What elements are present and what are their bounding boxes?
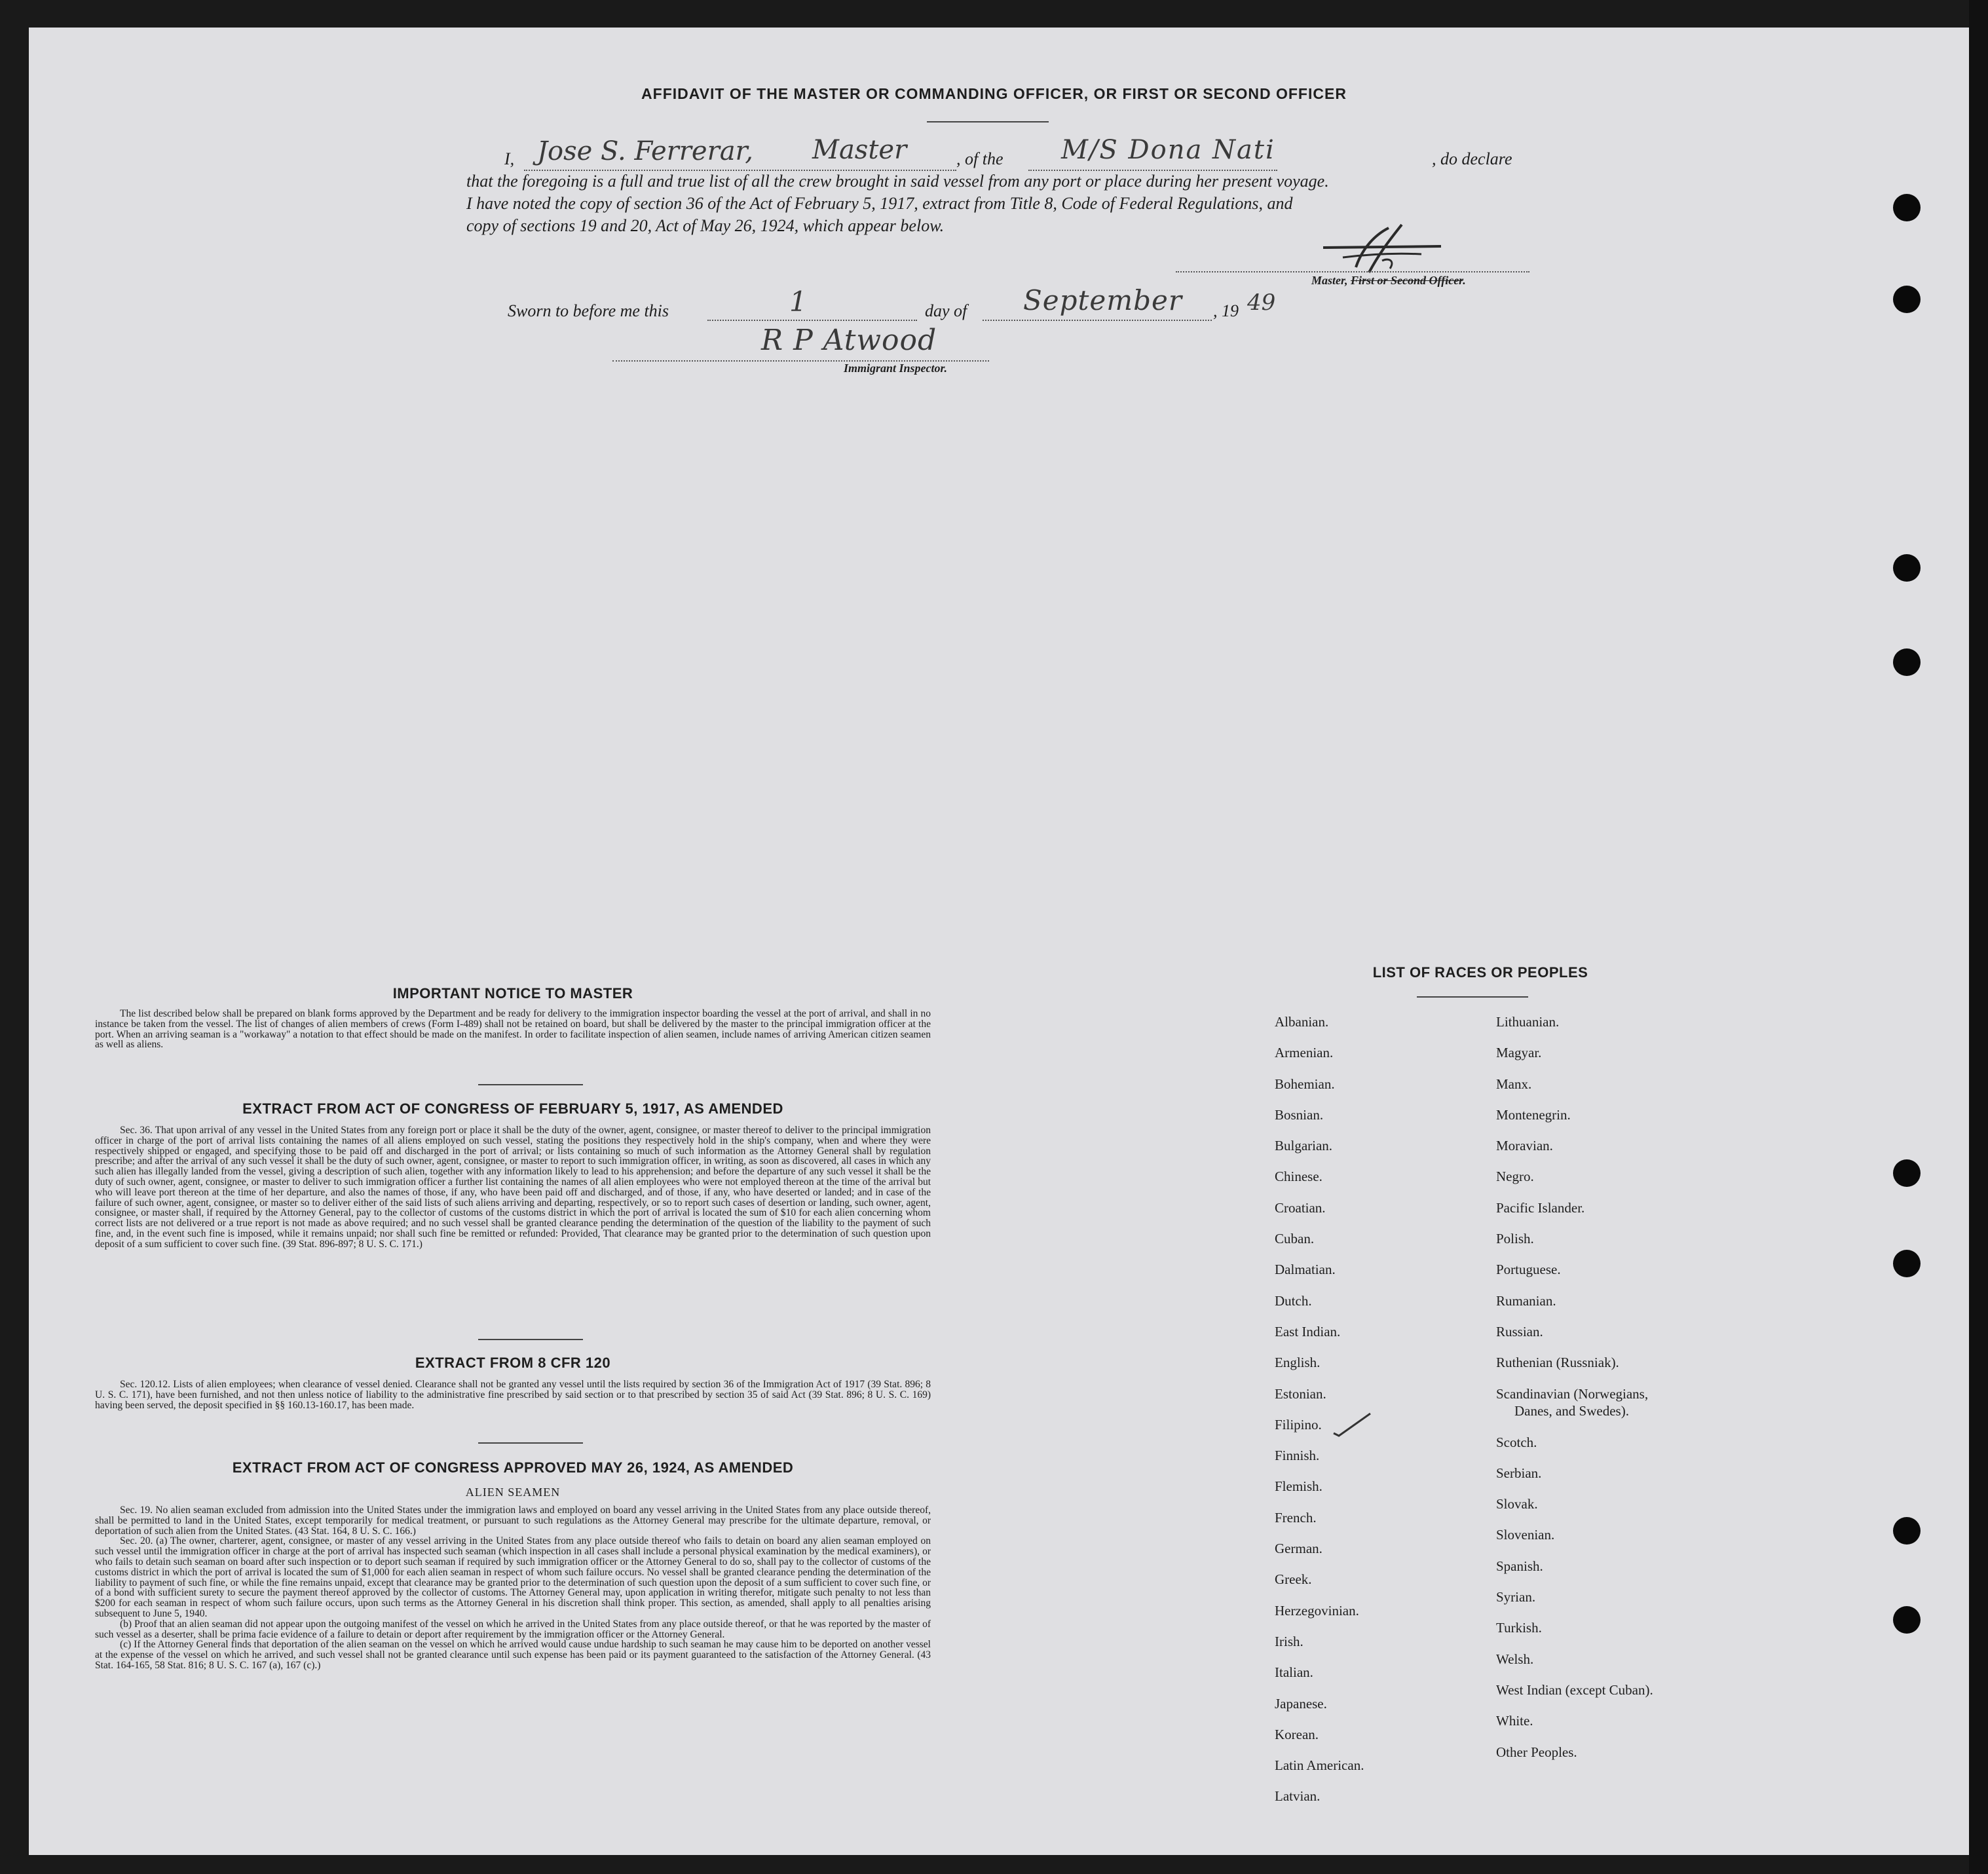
race-item: Rumanian.	[1496, 1292, 1556, 1309]
races-title: LIST OF RACES OR PEOPLES	[1372, 964, 1588, 981]
punch-hole	[1893, 1250, 1921, 1277]
race-item: German.	[1275, 1541, 1322, 1557]
day-of-label: day of	[925, 301, 967, 320]
race-item: Dutch.	[1275, 1292, 1312, 1309]
race-item: Bosnian.	[1275, 1106, 1324, 1123]
sec-20c-text: (c) If the Attorney General finds that deportation of the alien seaman on the vessel on which he arrived would cause undue hardship to such seaman he may cause him to be deported on another vessel at the expense of the vessel on which he arrived, and such vessel shall not be granted clearance until such expense has been paid or its payment guaranteed to the satisfaction of the Attorney General. (43 Stat. 164-165, 58 Stat. 816; 8 U. S. C. 167 (a), 167 (c).)	[95, 1639, 931, 1671]
notice-title: IMPORTANT NOTICE TO MASTER	[392, 985, 633, 1002]
race-item-multiline	[1496, 1379, 1653, 1427]
punch-hole	[1893, 648, 1921, 676]
sec-36-text: Sec. 36. That upon arrival of any vessel in the United States from any foreign port or place it shall be the duty of the owner, agent, consignee, or master thereof to deliver to the principal immigration officer in charge of the port of arrival lists containing the names of all aliens employed on such vessel, stating the positions they respectively hold in the ship's company, when and where they were respectively shipped or engaged, and specifying those to be paid off and discharged in the port of arrival; or lists containing so much of such information as the Attorney General shall by regulation prescribe; and after the arrival of any such vessel it shall be the duty of such owner, agent, consignee, or master to report to such immigration officer, in writing, as soon as discovered, all cases in which any such alien has illegally landed from the vessel, giving a description of such alien, together with any information likely to lead to his apprehension; and before the departure of any such vessel it shall be the duty of such owner, agent, consignee, or master to deliver to such immigration officer a further list containing the names of all alien employees who were not employed thereon at the time of the arrival but who will leave port thereon at the time of her departure, and also the names of those, if any, who have been paid off and discharged, and of those, if any, who have deserted or landed; and in case of the failure of such owner, agent, consignee, or master so to deliver either of the said lists of such aliens arriving and departing, respectively, or so to report such cases of desertion or landing, such owner, agent, consignee, or master shall, if required by the Attorney General, pay to the collector of customs of the customs district in which the port of arrival is located the sum of $10 for each alien concerning whom correct lists are not delivered or a true report is not made as above required; and no such vessel shall be granted clearance pending the determination of the question of the liability to the payment of such fine, and, in the event such fine is imposed, while it remains unpaid; nor shall such fine be remitted or refunded: Provided, That clearance may be granted prior to the determination of such question upon deposit of a sum sufficient to cover such fine. (39 Stat. 896-897; 8 U. S. C. 171.)	[95, 1125, 931, 1250]
extract-1924-subtitle: ALIEN SEAMEN	[465, 1486, 561, 1499]
race-item: Moravian.	[1496, 1138, 1553, 1154]
punch-hole	[1893, 1159, 1921, 1187]
sec-120-12-text: Sec. 120.12. Lists of alien employees; when clearance of vessel denied. Clearance shall not be granted any vessel until the lists required by section 36 of the Immigration Act of 1917 (39 Stat. 896; 8 U. S. C. 171), have been furnished, and not then unless notice of liability to the administrative fine prescribed by said section or to that prescribed by section 35 of said Act (39 Stat. 896; 8 U. S. C. 169) having been served, the deposit specified in §§ 160.13-160.17, has been made.	[95, 1379, 931, 1411]
extract-cfr-title: EXTRACT FROM 8 CFR 120	[415, 1355, 611, 1371]
sec-19-text: Sec. 19. No alien seaman excluded from admission into the United States under the immigration laws and employed on board any vessel arriving in the United States from any place outside thereof, shall be permitted to land in the United States, except temporarily for medical treatment, or pursuant to such regulations as the Attorney General may prescribe for the ultimate departure, removal, or deportation of such alien from the United States. (43 Stat. 164, 8 U. S. C. 166.)	[95, 1505, 931, 1537]
races-column-2	[1496, 1007, 1653, 1768]
race-item: Ruthenian (Russniak).	[1496, 1355, 1619, 1371]
year-suffix: 49	[1247, 290, 1276, 316]
notice-text: The list described below shall be prepared on blank forms approved by the Department and be ready for delivery to the immigration inspector boarding the vessel at the port of arrival, and shall in no instance be taken from the vessel. The list of changes of alien members of crews (Form I-489) shall not be retained on board, but shall be delivered by the master to the principal immigration officer at the port. When an arriving seaman is a "workaway" a notation to that effect should be made on the manifest. In order to facilitate inspection of alien seamen, include names of arriving American citizen seamen as well as aliens.	[95, 1008, 931, 1051]
extract-1917-body	[95, 1125, 931, 1250]
race-item: Negro.	[1496, 1169, 1534, 1185]
vessel-field	[1028, 135, 1277, 171]
race-item: Flemish.	[1275, 1478, 1322, 1495]
race-item: Russian.	[1496, 1323, 1543, 1340]
race-item: Croatian.	[1275, 1199, 1326, 1216]
checkmark-icon	[1332, 1411, 1372, 1437]
race-item: Slovak.	[1496, 1496, 1538, 1512]
race-item: White.	[1496, 1713, 1533, 1729]
divider	[478, 1084, 583, 1085]
race-item: Irish.	[1275, 1633, 1303, 1649]
punch-hole	[1893, 286, 1921, 313]
race-item: Dalmatian.	[1275, 1262, 1336, 1278]
race-item: Chinese.	[1275, 1169, 1322, 1185]
of-the-label: , of the	[956, 149, 1003, 168]
affidavit-line-3: I have noted the copy of section 36 of the Act of February 5, 1917, extract from Title 8, Code of Federal Regulations, and	[466, 194, 1293, 213]
extract-1924-body	[95, 1505, 931, 1671]
extract-1917-title: EXTRACT FROM ACT OF CONGRESS OF FEBRUARY 5, 1917, AS AMENDED	[242, 1100, 783, 1117]
race-item: Syrian.	[1496, 1589, 1536, 1605]
race-item: Slovenian.	[1496, 1527, 1555, 1543]
signature-caption	[1311, 274, 1466, 288]
race-item: Other Peoples.	[1496, 1744, 1577, 1760]
race-item: Armenian.	[1275, 1045, 1334, 1061]
race-item: Latvian.	[1275, 1788, 1321, 1805]
punch-hole	[1893, 1606, 1921, 1634]
race-item-label: Filipino.	[1275, 1416, 1322, 1433]
race-item: Bulgarian.	[1275, 1138, 1333, 1154]
race-item: Scotch.	[1496, 1434, 1537, 1450]
race-item: Serbian.	[1496, 1465, 1542, 1481]
punch-hole	[1893, 1517, 1921, 1545]
race-item: Polish.	[1496, 1231, 1534, 1247]
sworn-label: Sworn to before me this	[508, 301, 669, 320]
punch-hole	[1893, 554, 1921, 582]
sec-20a-text: Sec. 20. (a) The owner, charterer, agent, consignee, or master of any vessel arriving in the United States from any place outside thereof who fails to detain on board any alien seaman employed on such vessel until the immigration officer in charge at the port of arrival has inspected such seaman (which inspection in all cases shall include a personal physical examination by the medical examiners), or who fails to detain such seaman on board after such inspection or to deport such seaman if required by such immigration officer or the Attorney General to do so, shall pay to the collector of customs of the customs district in which the port of arrival is located the sum of $1,000 for each alien seaman in respect of whom such failure occurs. No vessel shall be granted clearance pending the determination of the liability to payment of such fine, or while the fine remains unpaid, except that clearance may be granted prior to the determination of such question upon the deposit of a sum sufficient to cover such fine, or of a bond with sufficient surety to secure the payment thereof approved by the collector of customs. The Attorney General may, upon application in writing therefor, mitigate such penalty to not less than $200 for each seaman in respect of whom such failure occurs, upon such terms as the Attorney General in his discretion shall think proper. This section, as amended, shall apply to all penalties arising subsequent to June 5, 1940.	[95, 1535, 931, 1619]
race-item-checked	[1275, 1410, 1364, 1440]
sworn-day-field	[707, 286, 917, 321]
scan-edge	[1969, 0, 1988, 1874]
caption-end: .	[1463, 274, 1466, 287]
race-item: French.	[1275, 1509, 1317, 1526]
race-item-line-2: Danes, and Swedes).	[1514, 1402, 1629, 1419]
race-item: Cuban.	[1275, 1231, 1315, 1247]
year-prefix: , 19	[1213, 301, 1239, 320]
race-item: Spanish.	[1496, 1558, 1543, 1574]
extract-1924-title: EXTRACT FROM ACT OF CONGRESS APPROVED MAY 26, 1924, AS AMENDED	[232, 1459, 794, 1476]
caption-struck-officer: First or Second Officer	[1351, 274, 1463, 287]
race-item: Latin American.	[1275, 1757, 1364, 1774]
race-item: Herzegovinian.	[1275, 1602, 1359, 1619]
affidavit-title: AFFIDAVIT OF THE MASTER OR COMMANDING OFFICER, OR FIRST OR SECOND OFFICER	[641, 85, 1347, 102]
race-item: English.	[1275, 1355, 1321, 1371]
declarant-field	[524, 135, 956, 171]
extract-cfr-body	[95, 1379, 931, 1410]
declarant-name: Jose S. Ferrerar,	[537, 136, 753, 166]
notice-body	[95, 1009, 931, 1050]
sworn-month: September	[1023, 284, 1182, 316]
divider	[478, 1442, 583, 1444]
race-item: Pacific Islander.	[1496, 1199, 1585, 1216]
race-item: Montenegrin.	[1496, 1106, 1571, 1123]
race-item: Japanese.	[1275, 1695, 1327, 1712]
race-item: Welsh.	[1496, 1651, 1534, 1667]
declarant-rank: Master	[812, 135, 907, 165]
races-title-rule	[1417, 996, 1528, 998]
vessel-name: M/S Dona Nati	[1061, 135, 1275, 165]
race-item: Finnish.	[1275, 1448, 1320, 1464]
sec-20b-text: (b) Proof that an alien seaman did not appear upon the outgoing manifest of the vessel on which he arrived in the United States from any place outside thereof, or that he was reported by the master of such vessel as a deserter, shall be prima facie evidence of a failure to detain or deport after requirement by the immigration officer or the Attorney General.	[95, 1618, 931, 1640]
master-signature-line	[1176, 270, 1529, 272]
caption-master: Master,	[1311, 274, 1348, 287]
race-item: Italian.	[1275, 1664, 1313, 1681]
title-rule	[927, 121, 1049, 122]
race-item: Turkish.	[1496, 1620, 1542, 1636]
races-column-1	[1275, 1007, 1364, 1812]
sworn-month-field	[983, 284, 1212, 321]
affidavit-line-2: that the foregoing is a full and true list of all the crew brought in said vessel from any port or place during her present voyage.	[466, 172, 1329, 191]
race-item: Korean.	[1275, 1726, 1319, 1742]
race-item: Greek.	[1275, 1571, 1312, 1588]
race-item: Albanian.	[1275, 1014, 1329, 1030]
inspector-signature: R P Atwood	[761, 324, 937, 357]
divider	[478, 1339, 583, 1340]
race-item: Manx.	[1496, 1076, 1532, 1092]
race-item: Lithuanian.	[1496, 1014, 1560, 1030]
race-item: Magyar.	[1496, 1045, 1542, 1061]
race-item: Bohemian.	[1275, 1076, 1335, 1092]
race-item: Estonian.	[1275, 1385, 1326, 1402]
race-item-line-1: Scandinavian (Norwegians,	[1496, 1385, 1649, 1402]
affidavit-prefix: I,	[504, 149, 515, 168]
inspector-caption: Immigrant Inspector.	[844, 362, 948, 375]
race-item: Portuguese.	[1496, 1262, 1561, 1278]
punch-hole	[1893, 194, 1921, 221]
affidavit-line-4: copy of sections 19 and 20, Act of May 26, 1924, which appear below.	[466, 216, 945, 235]
race-item: West Indian (except Cuban).	[1496, 1681, 1653, 1698]
sworn-day: 1	[789, 286, 807, 318]
do-declare-label: , do declare	[1432, 149, 1512, 168]
race-item: East Indian.	[1275, 1323, 1341, 1340]
